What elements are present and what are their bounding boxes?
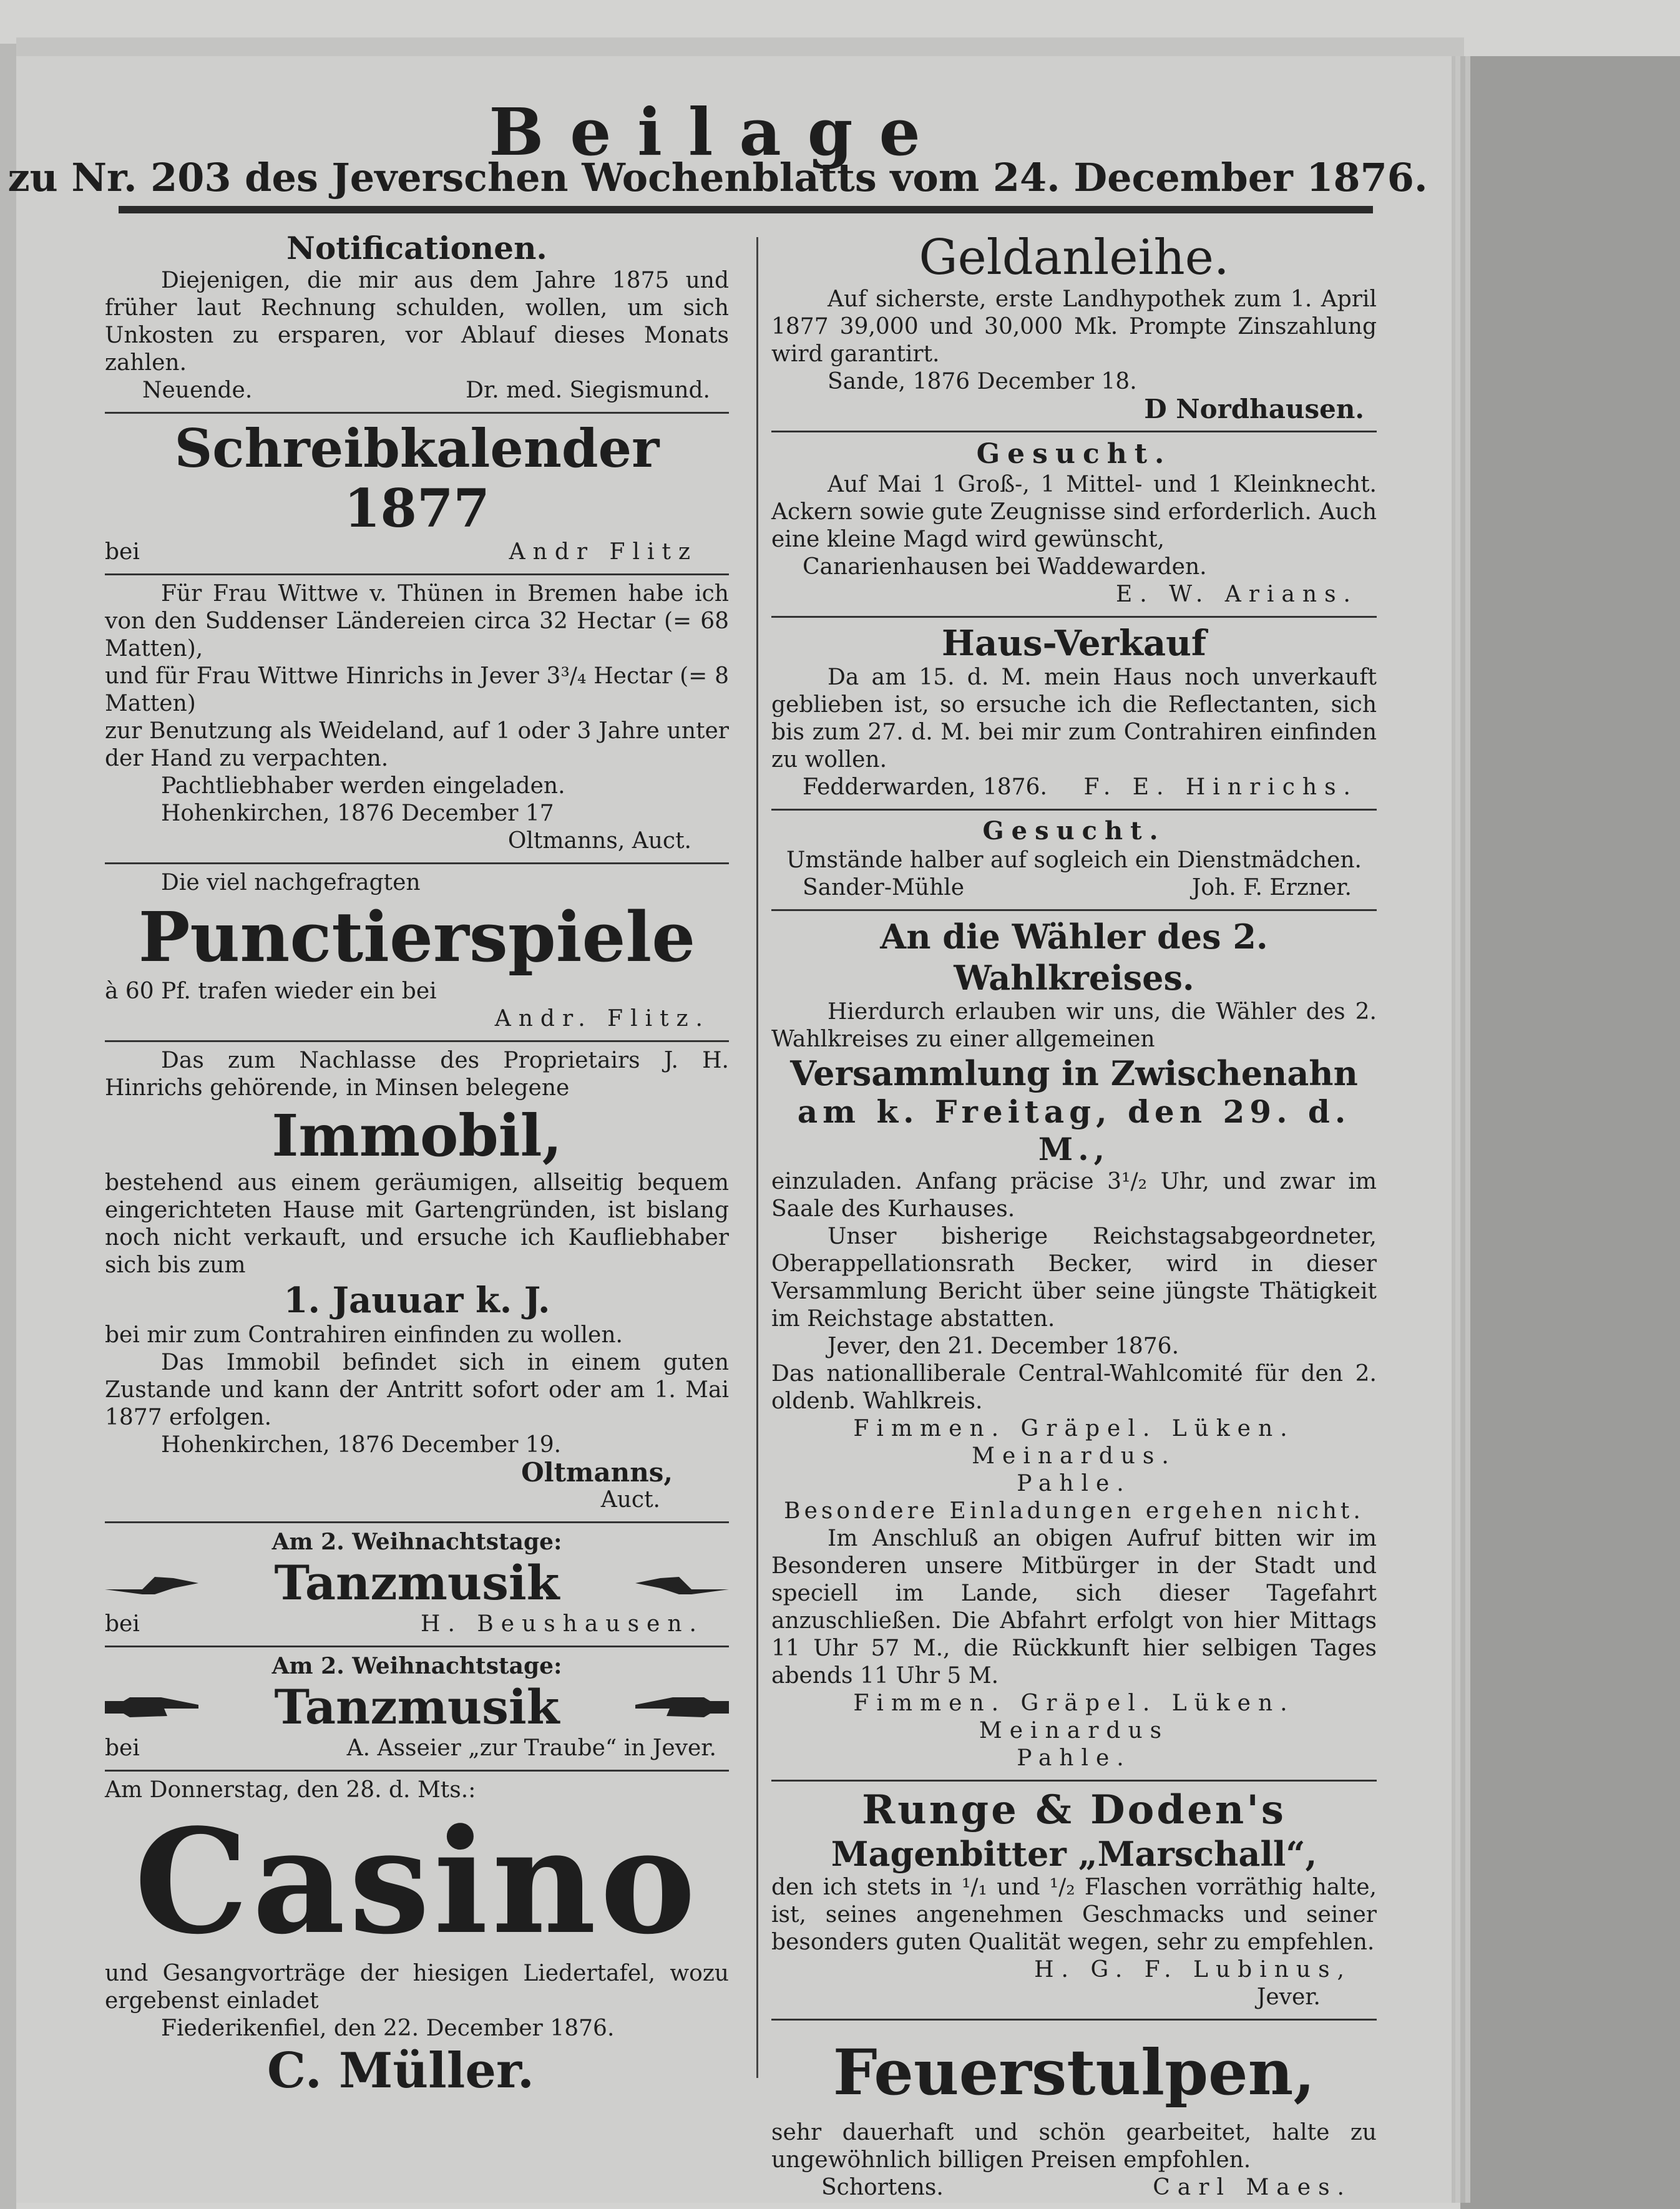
ad-title: Casino <box>134 1798 700 1966</box>
ad-immobil <box>105 1042 729 1523</box>
ad-date: Jever, den 21. December 1876. <box>828 1334 1179 1359</box>
ad-text: bestehend aus einem geräumigen, allseitig bequem eingerichteten Hause mit Gartengründen, ist bislang noch nicht verkauft, und ersuche ich Kaufliebhaber sich bis zum <box>105 1170 729 1278</box>
ad-signature: Joh. F. Erzner. <box>1191 875 1352 900</box>
ad-title: Runge & Doden's <box>862 1787 1286 1833</box>
ad-intro: Am 2. Weihnachtstage: <box>271 1529 562 1555</box>
ad-big-1: Versammlung in Zwischenahn <box>790 1053 1358 1093</box>
supplement-subtitle: zu Nr. 203 des Jeverschen Wochenblatts vom 24. December 1876. <box>7 155 1428 200</box>
ad-text-1: einzuladen. Anfang präcise 3¹/₂ Uhr, und zwar im Saale des Kurhauses. <box>771 1169 1377 1222</box>
ad-gesucht-dienstmaedchen <box>771 811 1377 911</box>
ad-note: Besondere Einladungen ergehen nicht. <box>784 1498 1364 1524</box>
ad-signature: F. E. Hinrichs. <box>1083 774 1358 800</box>
right-column <box>771 225 1377 2209</box>
ad-place: Schortens. <box>821 2175 944 2200</box>
ad-place: Neuende. <box>142 378 253 403</box>
ad-signature: Andr. Flitz. <box>494 1006 710 1031</box>
ad-title: An die Wähler des 2. Wahlkreises. <box>880 917 1268 998</box>
ad-date: Sande, 1876 December 18. <box>828 369 1137 394</box>
ad-feuerstulpen <box>771 2021 1377 2209</box>
ad-tanzmusik-asseier <box>105 1647 729 1772</box>
ad-names-3: Fimmen. Gräpel. Lüken. Meinardus <box>853 1690 1295 1743</box>
ad-text: Da am 15. d. M. mein Haus noch unverkauft geblieben ist, so ersuche ich die Reflectanten, sich bis zum 27. d. M. bei mir zum Contrahiren einfinden zu wollen. <box>771 665 1377 773</box>
pointing-hand-left-icon <box>635 1689 729 1726</box>
left-column <box>105 225 729 2107</box>
ad-notificationen <box>105 225 729 414</box>
ad-intro: Am 2. Weihnachtstage: <box>271 1653 562 1679</box>
ad-title: Geldanleihe. <box>919 230 1229 286</box>
ad-title: Tanzmusik <box>274 1555 560 1611</box>
ad-geldanleihe <box>771 225 1377 432</box>
ad-signature: Oltmanns, <box>521 1457 673 1488</box>
ad-text-3: Das Immobil befindet sich in einem guten Zustande und kann der Antritt sofort oder am 1. Mai 1877 erfolgen. <box>105 1350 729 1430</box>
ad-casino <box>105 1772 729 2107</box>
ad-waehler <box>771 911 1377 1782</box>
ad-date: Hohenkirchen, 1876 December 19. <box>161 1432 562 1458</box>
ad-signature: H. Beushausen. <box>421 1611 704 1637</box>
header-rule <box>119 206 1373 213</box>
ad-text-2: und für Frau Wittwe Hinrichs in Jever 3³/₄ Hectar (= 8 Matten) <box>105 663 729 716</box>
ornament-left-icon <box>105 1564 198 1602</box>
ad-title: Haus-Verkauf <box>942 623 1206 664</box>
ad-signature: E. W. Arians. <box>1115 582 1358 607</box>
ad-place: Canarienhausen bei Waddewarden. <box>803 554 1207 580</box>
ad-runge-doden <box>771 1782 1377 2021</box>
ad-big-2: am k. Freitag, den 29. d. M., <box>797 1093 1351 1168</box>
ad-text-3: Im Anschluß an obigen Aufruf bitten wir im Besonderen unsere Mitbürger in der Stadt und speciell im Lande, sich dieser Tagefahrt anzuschließen. Die Abfahrt erfolgt von hier Mittags 11 Uhr 57 M., die Rückkunft hier selbigen Tages abends 11 Uhr 5 M. <box>771 1526 1377 1689</box>
ad-text: den ich stets in ¹/₁ und ¹/₂ Flaschen vorräthig halte, ist, seines angenehmen Geschmacks und seiner besonders guten Qualität wegen, sehr zu empfehlen. <box>771 1875 1377 1955</box>
ad-text: Auf Mai 1 Groß-, 1 Mittel- und 1 Kleinknecht. Ackern sowie gute Zeugnisse sind erforderlich. Auch eine kleine Magd wird gewünscht, <box>771 472 1377 552</box>
ad-signature: A. Asseier „zur Traube“ in Jever. <box>346 1735 716 1761</box>
ad-date-big: 1. Jauuar k. J. <box>283 1280 550 1321</box>
ad-title: Tanzmusik <box>274 1679 560 1735</box>
ad-haus-verkauf <box>771 618 1377 811</box>
ad-intro: Hierdurch erlauben wir uns, die Wähler des 2. Wahlkreises zu einer allgemeinen <box>771 999 1377 1052</box>
ad-verpachtung <box>105 575 729 864</box>
ad-org: Das nationalliberale Central-Wahlcomité für den 2. oldenb. Wahlkreis. <box>771 1361 1377 1414</box>
ad-place: Sander-Mühle <box>803 875 965 900</box>
ad-bei: bei <box>105 539 140 565</box>
ad-text-3: zur Benutzung als Weideland, auf 1 oder 3 Jahre unter der Hand zu verpachten. <box>105 718 729 771</box>
ad-title: Schreibkalender 1877 <box>174 417 660 539</box>
ad-text: und Gesangvorträge der hiesigen Liedertafel, wozu ergebenst einladet <box>105 1961 729 2014</box>
binding-edge <box>0 44 16 2209</box>
ad-text: Auf sicherste, erste Landhypothek zum 1. April 1877 39,000 und 30,000 Mk. Prompte Zinszahlung wird garantirt. <box>771 286 1377 367</box>
ad-title: Feuerstulpen, <box>833 2036 1316 2109</box>
ad-intro: Die viel nachgefragten <box>161 870 421 895</box>
ad-subtitle: Magenbitter „Marschall“, <box>831 1834 1317 1874</box>
pointing-hand-right-icon <box>105 1689 198 1726</box>
ornament-right-icon <box>635 1564 729 1602</box>
ad-signature: Dr. med. Siegismund. <box>466 378 710 403</box>
ad-title: Gesucht. <box>982 816 1166 846</box>
ad-schreibkalender <box>105 414 729 575</box>
ad-names-4: Pahle. <box>1017 1745 1131 1771</box>
ad-names-2: Pahle. <box>1017 1471 1131 1496</box>
ad-text: sehr dauerhaft und schön gearbeitet, halte zu ungewöhnlich billigen Preisen empfohlen. <box>771 2120 1377 2173</box>
ad-date: Fiederikenfiel, den 22. December 1876. <box>161 2016 615 2041</box>
ad-text-2: bei mir zum Contrahiren einfinden zu wollen. <box>105 1322 623 1348</box>
column-divider <box>756 237 758 2078</box>
ad-tanzmusik-beushausen <box>105 1523 729 1647</box>
ad-signature: Carl Maes. <box>1153 2175 1352 2200</box>
ad-bei: bei <box>105 1735 140 1761</box>
ad-text-1: Für Frau Wittwe v. Thünen in Bremen habe ich von den Suddenser Ländereien circa 32 Hectar (= 68 Matten), <box>105 581 729 661</box>
ad-bei: bei <box>105 1611 140 1637</box>
ad-text-2: Unser bisherige Reichstagsabgeordneter, Oberappellationsrath Becker, wird in dieser Versammlung Bericht über seine jüngste Thätigkeit im Reichstage abstatten. <box>771 1224 1377 1332</box>
book-page-edges <box>1460 56 1680 2209</box>
ad-names: Fimmen. Gräpel. Lüken. Meinardus. <box>853 1416 1295 1469</box>
ad-place: Fedderwarden, 1876. <box>803 774 1047 800</box>
ad-signature-place: Jever. <box>1256 1984 1321 2010</box>
ad-intro: Das zum Nachlasse des Proprietairs J. H. Hinrichs gehörende, in Minsen belegene <box>105 1048 729 1101</box>
ad-signature: C. Müller. <box>267 2042 535 2099</box>
ad-signature-title: Auct. <box>600 1487 660 1513</box>
ad-seller: Andr Flitz <box>509 539 698 565</box>
ad-signature: H. G. F. Lubinus, <box>1034 1957 1352 1982</box>
ad-title: Punctierspiele <box>138 897 696 977</box>
ad-title: Gesucht. <box>976 438 1172 470</box>
ad-text: Diejenigen, die mir aus dem Jahre 1875 und früher laut Rechnung schulden, wollen, um sich Unkosten zu ersparen, vor Ablauf dieses Monats zahlen. <box>105 268 729 376</box>
ad-signature: D Nordhausen. <box>1144 394 1364 424</box>
ad-date: Hohenkirchen, 1876 December 17 <box>161 801 554 826</box>
ad-text-4: Pachtliebhaber werden eingeladen. <box>161 773 565 799</box>
ad-text: à 60 Pf. trafen wieder ein bei <box>105 978 437 1004</box>
ad-title: Notificationen. <box>286 230 547 266</box>
ad-punctierspiele <box>105 864 729 1042</box>
ad-text: Umstände halber auf sogleich ein Dienstmädchen. <box>786 847 1362 873</box>
ad-gesucht-knecht <box>771 432 1377 618</box>
ad-title: Immobil, <box>271 1102 562 1169</box>
ad-signature: Oltmanns, Auct. <box>507 828 691 854</box>
ad-intro: Am Donnerstag, den 28. d. Mts.: <box>105 1777 476 1803</box>
supplement-title: Beilage <box>489 94 947 170</box>
